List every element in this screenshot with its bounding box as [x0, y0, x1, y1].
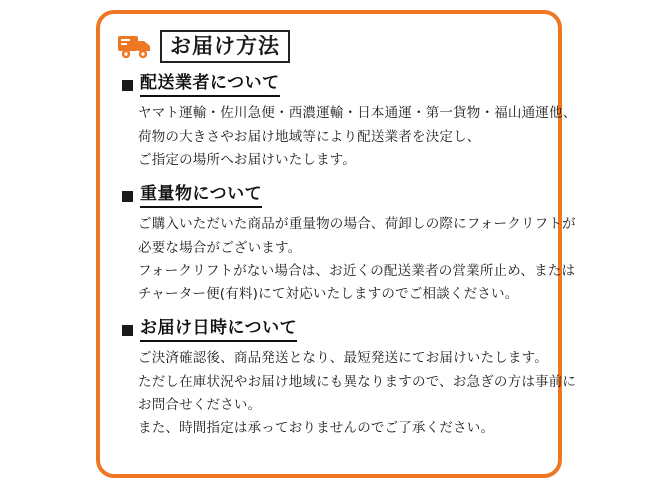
section-heading-row: [118, 318, 538, 342]
section-title: お届け日時について: [140, 318, 297, 342]
body-line: 必要な場合がございます。: [138, 239, 302, 256]
body-line: また、時間指定は承っておりませんのでご了承ください。: [138, 420, 495, 437]
section-title: 重量物について: [140, 184, 262, 208]
square-bullet-icon: [122, 80, 133, 91]
section-body: [118, 102, 577, 172]
section-heading-row: [118, 184, 538, 208]
panel-title-row: [118, 30, 538, 63]
body-line: チャーター便(有料)にて対応いたしますのでご相談ください。: [138, 285, 519, 302]
body-line: ご購入いただいた商品が重量物の場合、荷卸しの際にフォークリフトが: [138, 216, 576, 233]
section-heading-row: [118, 73, 538, 97]
body-line: フォークリフトがない場合は、お近くの配送業者の営業所止め、または: [138, 262, 576, 279]
body-line: お問合せください。: [138, 396, 262, 413]
panel-title: お届け方法: [160, 30, 290, 63]
section-shipping-carriers: [118, 73, 577, 172]
body-line: ご決済確認後、商品発送となり、最短発送にてお届けいたします。: [138, 350, 548, 367]
body-line: ご指定の場所へお届けいたします。: [138, 151, 357, 168]
section-heavy-items: [118, 184, 576, 306]
delivery-info-panel: [96, 10, 577, 478]
square-bullet-icon: [122, 325, 133, 336]
delivery-truck-icon: [118, 32, 152, 62]
body-line: ヤマト運輸・佐川急便・西濃運輸・日本通運・第一貨物・福山通運他、: [138, 105, 577, 122]
section-title: 配送業者について: [140, 73, 280, 97]
section-delivery-datetime: [118, 318, 577, 440]
body-line: 荷物の大きさやお届け地域等により配送業者を決定し、: [138, 128, 481, 145]
section-body: [118, 347, 577, 440]
body-line: ただし在庫状況やお届け地域にも異なりますので、お急ぎの方は事前に: [138, 373, 577, 390]
section-body: [118, 213, 576, 306]
square-bullet-icon: [122, 191, 133, 202]
panel-content: [100, 14, 577, 462]
